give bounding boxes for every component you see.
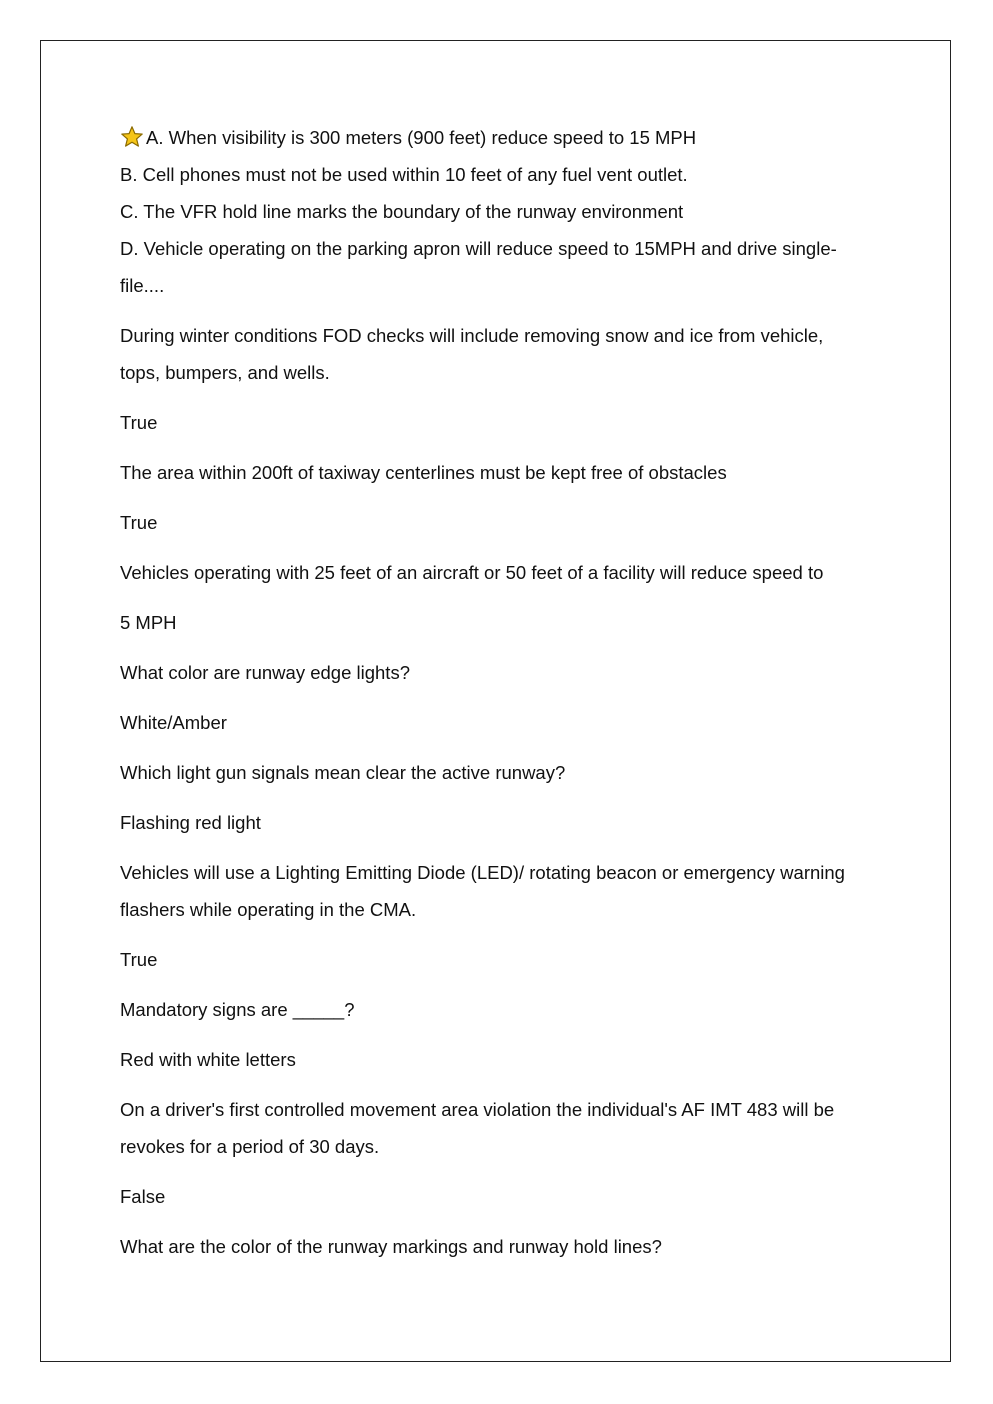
question-1: During winter conditions FOD checks will include removing snow and ice from vehicle, bbox=[120, 325, 824, 346]
option-d-continued: file.... bbox=[120, 275, 165, 296]
question-8-continued: revokes for a period of 30 days. bbox=[120, 1136, 380, 1157]
option-a-text: A. When visibility is 300 meters (900 feet) reduce speed to 15 MPH bbox=[146, 127, 697, 148]
question-7: Mandatory signs are _____? bbox=[120, 999, 355, 1020]
answer-6: True bbox=[120, 949, 158, 970]
question-6-continued: flashers while operating in the CMA. bbox=[120, 899, 417, 920]
option-a bbox=[120, 119, 880, 156]
question-5: Which light gun signals mean clear the active runway? bbox=[120, 762, 566, 783]
question-9: What are the color of the runway markings and runway hold lines? bbox=[120, 1236, 662, 1257]
answer-7: Red with white letters bbox=[120, 1049, 296, 1070]
question-4: What color are runway edge lights? bbox=[120, 662, 410, 683]
question-3: Vehicles operating with 25 feet of an aircraft or 50 feet of a facility will reduce speed to bbox=[120, 562, 824, 583]
star-icon bbox=[120, 124, 144, 148]
answer-3: 5 MPH bbox=[120, 612, 177, 633]
option-b: B. Cell phones must not be used within 10 feet of any fuel vent outlet. bbox=[120, 164, 688, 185]
answer-1: True bbox=[120, 412, 158, 433]
answer-2: True bbox=[120, 512, 158, 533]
answer-5: Flashing red light bbox=[120, 812, 261, 833]
answer-4: White/Amber bbox=[120, 712, 227, 733]
document-content bbox=[120, 119, 880, 1265]
question-6: Vehicles will use a Lighting Emitting Diode (LED)/ rotating beacon or emergency warning bbox=[120, 862, 845, 883]
question-2: The area within 200ft of taxiway centerlines must be kept free of obstacles bbox=[120, 462, 727, 483]
question-1-continued: tops, bumpers, and wells. bbox=[120, 362, 330, 383]
option-d: D. Vehicle operating on the parking apron will reduce speed to 15MPH and drive single- bbox=[120, 238, 837, 259]
question-8: On a driver's first controlled movement area violation the individual's AF IMT 483 will be bbox=[120, 1099, 835, 1120]
answer-8: False bbox=[120, 1186, 166, 1207]
option-c: C. The VFR hold line marks the boundary of the runway environment bbox=[120, 201, 684, 222]
